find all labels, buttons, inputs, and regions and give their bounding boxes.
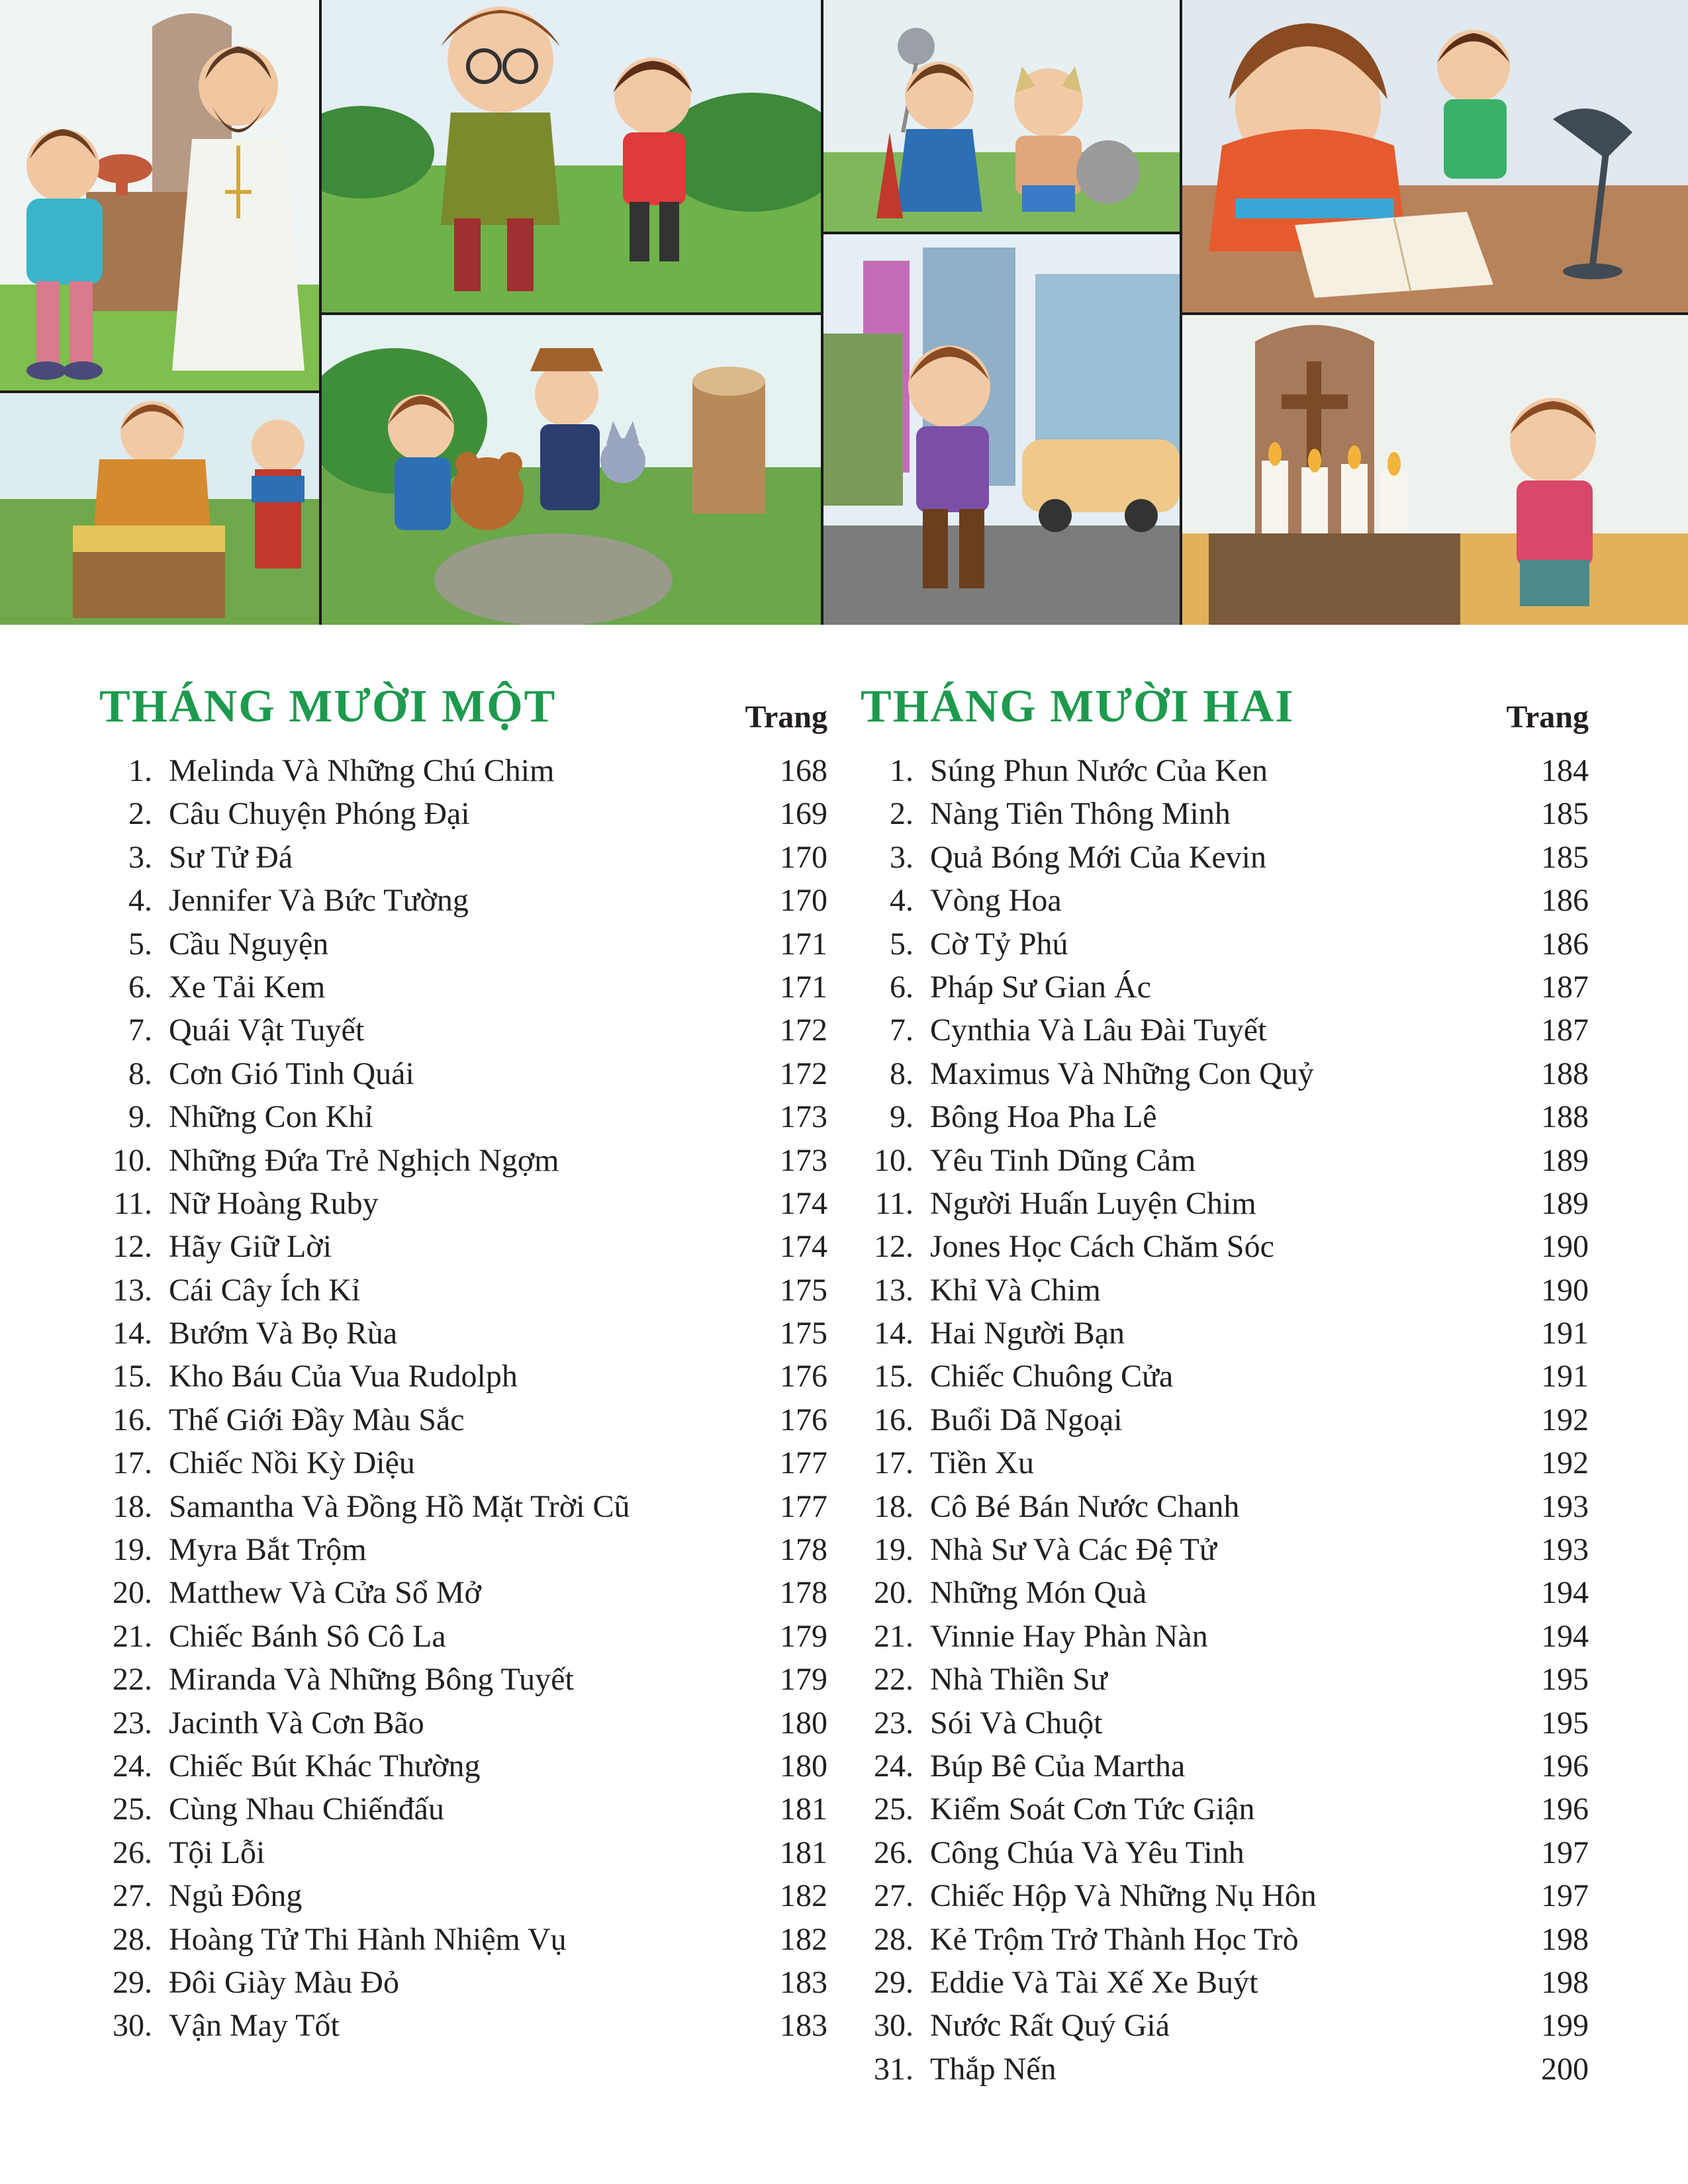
entry-title: Samantha Và Đồng Hồ Mặt Trời Cũ xyxy=(169,1488,630,1524)
entry-title: Sư Tử Đá xyxy=(169,839,293,875)
toc-entry xyxy=(99,1398,827,1441)
entry-title: Súng Phun Nước Của Ken xyxy=(930,753,1268,788)
entry-number: 10. xyxy=(874,1142,914,1178)
entry-title: Nàng Tiên Thông Minh xyxy=(930,796,1231,832)
illustration-collage xyxy=(0,0,1688,625)
toc-entry xyxy=(861,1961,1589,2004)
entry-number: 3. xyxy=(890,839,914,875)
forest-animals-icon xyxy=(322,315,821,625)
toc-entry xyxy=(861,1225,1589,1268)
toc-entry xyxy=(99,1918,827,1961)
entry-title: Búp Bê Của Martha xyxy=(930,1748,1186,1784)
entry-page-number: 188 xyxy=(1541,1056,1589,1091)
entry-page-number: 198 xyxy=(1541,1921,1589,1957)
entry-number: 27. xyxy=(113,1878,152,1914)
entry-title: Hai Người Bạn xyxy=(930,1316,1125,1351)
entry-title: Myra Bắt Trộm xyxy=(169,1532,367,1568)
toc-entry xyxy=(99,1528,827,1571)
entry-page-number: 183 xyxy=(780,1964,827,2000)
entry-title: Maximus Và Những Con Quỷ xyxy=(930,1056,1314,1091)
toc-entry xyxy=(99,966,827,1009)
entry-page-number: 180 xyxy=(780,1705,827,1741)
toc-entry xyxy=(861,1182,1589,1225)
toc-entry xyxy=(861,1139,1589,1182)
entry-title: Những Đứa Trẻ Nghịch Ngợm xyxy=(169,1142,559,1178)
entry-page-number: 176 xyxy=(780,1402,827,1437)
entry-page-number: 174 xyxy=(780,1229,827,1265)
entry-title: Cùng Nhau Chiếnđấu xyxy=(169,1792,444,1827)
entry-page-number: 185 xyxy=(1541,839,1589,875)
entry-number: 11. xyxy=(874,1185,914,1221)
entry-number: 9. xyxy=(890,1099,914,1135)
toc-entry xyxy=(861,1658,1589,1701)
entry-title: Tội Lỗi xyxy=(169,1835,265,1870)
entry-number: 11. xyxy=(113,1185,152,1221)
entry-title: Yêu Tinh Dũng Cảm xyxy=(930,1142,1196,1178)
entry-title: Matthew Và Cửa Sổ Mở xyxy=(169,1575,481,1611)
entry-title: Thế Giới Đầy Màu Sắc xyxy=(169,1402,465,1437)
entry-number: 28. xyxy=(874,1921,914,1957)
entry-title: Cầu Nguyện xyxy=(169,926,329,962)
entry-title: Quái Vật Tuyết xyxy=(169,1013,365,1048)
toc-entry xyxy=(99,1009,827,1052)
entry-title: Nhà Thiền Sư xyxy=(930,1662,1107,1698)
entry-number: 3. xyxy=(128,839,152,875)
entry-title: Cái Cây Ích Kỉ xyxy=(169,1272,361,1308)
toc-entry xyxy=(99,1441,827,1484)
entry-number: 14. xyxy=(113,1316,152,1351)
entry-title: Kiểm Soát Cơn Tức Giận xyxy=(930,1792,1255,1827)
entry-number: 4. xyxy=(128,883,152,919)
entry-number: 21. xyxy=(113,1618,152,1654)
entry-title: Xe Tải Kem xyxy=(169,969,326,1005)
page-column-header: Trang xyxy=(1506,700,1589,735)
entry-page-number: 192 xyxy=(1541,1402,1589,1437)
entry-title: Tiền Xu xyxy=(930,1445,1034,1481)
toc-entry xyxy=(861,836,1589,879)
girl-desk-illustration xyxy=(1182,0,1688,312)
city-boy-illustration xyxy=(823,234,1180,625)
toc-entry xyxy=(99,1095,827,1138)
toc-entry xyxy=(99,1874,827,1917)
entry-number: 29. xyxy=(874,1964,914,2000)
entry-title: Nhà Sư Và Các Đệ Tử xyxy=(930,1532,1217,1568)
entry-page-number: 197 xyxy=(1541,1835,1589,1870)
entry-title: Cô Bé Bán Nước Chanh xyxy=(930,1488,1240,1524)
entry-page-number: 185 xyxy=(1541,796,1589,832)
entry-page-number: 182 xyxy=(780,1878,827,1914)
entry-title: Chiếc Bút Khác Thường xyxy=(169,1748,481,1784)
entry-title: Chiếc Chuông Cửa xyxy=(930,1359,1174,1394)
entry-page-number: 183 xyxy=(780,2008,827,2044)
entry-title: Câu Chuyện Phóng Đại xyxy=(169,796,470,832)
toc-entry xyxy=(861,1615,1589,1658)
toc-entry xyxy=(861,923,1589,966)
entry-title: Hãy Giữ Lời xyxy=(169,1229,332,1265)
priest-boy-icon xyxy=(0,0,319,390)
entry-number: 22. xyxy=(874,1662,914,1698)
entry-number: 2. xyxy=(890,796,914,832)
toc-entry xyxy=(99,1269,827,1312)
toc-entry xyxy=(861,1702,1589,1745)
entry-title: Chiếc Bánh Sô Cô La xyxy=(169,1618,446,1654)
entry-title: Pháp Sư Gian Ác xyxy=(930,969,1151,1005)
toc-entry xyxy=(861,1312,1589,1355)
entry-number: 1. xyxy=(890,753,914,788)
entry-number: 8. xyxy=(890,1056,914,1091)
entry-number: 2. xyxy=(128,796,152,832)
toc-entry xyxy=(861,1052,1589,1095)
entry-page-number: 197 xyxy=(1541,1878,1589,1914)
entry-number: 24. xyxy=(113,1748,152,1784)
toc-entry xyxy=(99,1571,827,1614)
entry-page-number: 171 xyxy=(780,969,827,1005)
girl-desk-icon xyxy=(1182,0,1688,312)
entry-number: 18. xyxy=(113,1488,152,1524)
entry-number: 7. xyxy=(890,1013,914,1048)
entry-page-number: 186 xyxy=(1541,883,1589,919)
entry-title: Cờ Tỷ Phú xyxy=(930,926,1068,962)
entry-page-number: 178 xyxy=(780,1532,827,1568)
entry-title: Nữ Hoàng Ruby xyxy=(169,1185,379,1221)
priest-boy-illustration xyxy=(0,0,319,390)
forest-animals-illustration xyxy=(322,315,821,625)
entry-number: 5. xyxy=(128,926,152,962)
entry-page-number: 177 xyxy=(780,1445,827,1481)
entry-number: 7. xyxy=(128,1013,152,1048)
entry-page-number: 193 xyxy=(1541,1488,1589,1524)
knights-icon xyxy=(823,0,1180,232)
entry-number: 13. xyxy=(874,1272,914,1308)
toc-entry xyxy=(99,749,827,792)
toc-entry xyxy=(99,1182,827,1225)
entry-title: Công Chúa Và Yêu Tinh xyxy=(930,1835,1244,1870)
entry-number: 1. xyxy=(128,753,152,788)
entry-page-number: 171 xyxy=(780,926,827,962)
entry-title: Melinda Và Những Chú Chim xyxy=(169,753,555,788)
girls-running-illustration xyxy=(322,0,821,312)
toc-entry xyxy=(861,1398,1589,1441)
toc-entry xyxy=(99,1485,827,1528)
toc-entry xyxy=(99,1355,827,1398)
toc-entry xyxy=(861,749,1589,792)
entry-page-number: 175 xyxy=(780,1272,827,1308)
entry-number: 13. xyxy=(113,1272,152,1308)
entry-number: 16. xyxy=(113,1402,152,1437)
entry-page-number: 190 xyxy=(1541,1272,1589,1308)
toc-entry xyxy=(99,2004,827,2047)
entry-page-number: 172 xyxy=(780,1056,827,1091)
knights-illustration xyxy=(823,0,1180,232)
entry-page-number: 186 xyxy=(1541,926,1589,962)
entry-number: 24. xyxy=(874,1748,914,1784)
entry-page-number: 189 xyxy=(1541,1185,1589,1221)
entry-page-number: 198 xyxy=(1541,1964,1589,2000)
entry-number: 20. xyxy=(874,1575,914,1611)
entry-page-number: 192 xyxy=(1541,1445,1589,1481)
entry-page-number: 184 xyxy=(1541,753,1589,788)
entry-page-number: 179 xyxy=(780,1618,827,1654)
entry-page-number: 191 xyxy=(1541,1359,1589,1394)
entry-page-number: 178 xyxy=(780,1575,827,1611)
entry-title: Jacinth Và Cơn Bão xyxy=(169,1705,424,1741)
entry-number: 15. xyxy=(874,1359,914,1394)
toc-entry xyxy=(861,1528,1589,1571)
toc-entry xyxy=(99,1788,827,1831)
toc-entry xyxy=(861,1441,1589,1484)
entry-page-number: 170 xyxy=(780,883,827,919)
entry-number: 19. xyxy=(113,1532,152,1568)
entry-title: Kẻ Trộm Trở Thành Học Trò xyxy=(930,1921,1299,1957)
entry-page-number: 189 xyxy=(1541,1142,1589,1178)
entry-page-number: 173 xyxy=(780,1142,827,1178)
entry-page-number: 199 xyxy=(1541,2008,1589,2044)
toc-entry xyxy=(861,1485,1589,1528)
entry-number: 16. xyxy=(874,1402,914,1437)
toc-entry xyxy=(99,1225,827,1268)
entry-number: 17. xyxy=(874,1445,914,1481)
entry-page-number: 196 xyxy=(1541,1792,1589,1827)
entry-page-number: 194 xyxy=(1541,1575,1589,1611)
girls-running-icon xyxy=(322,0,821,312)
entry-number: 29. xyxy=(113,1964,152,2000)
entry-title: Nước Rất Quý Giá xyxy=(930,2008,1170,2044)
toc-entry xyxy=(99,923,827,966)
entry-title: Vòng Hoa xyxy=(930,883,1062,919)
entry-page-number: 175 xyxy=(780,1316,827,1351)
entry-page-number: 182 xyxy=(780,1921,827,1957)
entry-number: 28. xyxy=(113,1921,152,1957)
toc-entry xyxy=(99,879,827,922)
entry-title: Bướm Và Bọ Rùa xyxy=(169,1316,398,1351)
entry-number: 9. xyxy=(128,1099,152,1135)
entry-number: 12. xyxy=(874,1229,914,1265)
entry-number: 14. xyxy=(874,1316,914,1351)
month-title-december: THÁNG MƯỜI HAI xyxy=(861,681,1295,732)
entry-title: Eddie Và Tài Xế Xe Buýt xyxy=(930,1964,1258,2000)
toc-entry xyxy=(861,2048,1589,2091)
entry-page-number: 195 xyxy=(1541,1662,1589,1698)
entry-title: Quả Bóng Mới Của Kevin xyxy=(930,839,1267,875)
entry-page-number: 179 xyxy=(780,1662,827,1698)
toc-entry xyxy=(861,1095,1589,1138)
entry-number: 22. xyxy=(113,1662,152,1698)
toc-entry xyxy=(861,792,1589,835)
entry-page-number: 177 xyxy=(780,1488,827,1524)
entry-number: 10. xyxy=(113,1142,152,1178)
entry-page-number: 181 xyxy=(780,1835,827,1870)
page-column-header: Trang xyxy=(745,700,827,735)
entry-number: 26. xyxy=(113,1835,152,1870)
toc-entry xyxy=(861,966,1589,1009)
toc-entry xyxy=(861,1269,1589,1312)
candles-icon xyxy=(1182,315,1688,625)
toc-entry xyxy=(861,879,1589,922)
entry-title: Vinnie Hay Phàn Nàn xyxy=(930,1618,1208,1654)
entry-title: Khỉ Và Chim xyxy=(930,1272,1101,1308)
toc-entry xyxy=(99,836,827,879)
november-story-list xyxy=(99,749,827,2048)
entry-page-number: 170 xyxy=(780,839,827,875)
entry-number: 23. xyxy=(874,1705,914,1741)
month-title-november: THÁNG MƯỜI MỘT xyxy=(99,681,557,732)
entry-title: Jennifer Và Bức Tường xyxy=(169,883,469,919)
entry-number: 6. xyxy=(128,969,152,1005)
entry-page-number: 194 xyxy=(1541,1618,1589,1654)
entry-title: Đôi Giày Màu Đỏ xyxy=(169,1964,399,2000)
toc-entry xyxy=(99,1139,827,1182)
entry-page-number: 169 xyxy=(780,796,827,832)
toc-entry xyxy=(861,2004,1589,2047)
entry-title: Ngủ Đông xyxy=(169,1878,303,1914)
entry-title: Những Món Quà xyxy=(930,1575,1147,1611)
entry-number: 17. xyxy=(113,1445,152,1481)
entry-page-number: 172 xyxy=(780,1013,827,1048)
entry-page-number: 173 xyxy=(780,1099,827,1135)
entry-title: Jones Học Cách Chăm Sóc xyxy=(930,1229,1274,1265)
entry-page-number: 181 xyxy=(780,1792,827,1827)
entry-page-number: 190 xyxy=(1541,1229,1589,1265)
toc-entry xyxy=(861,1745,1589,1788)
toc-entry xyxy=(861,1788,1589,1831)
toc-entry xyxy=(99,1702,827,1745)
entry-number: 27. xyxy=(874,1878,914,1914)
entry-page-number: 200 xyxy=(1541,2051,1589,2087)
december-story-list xyxy=(861,749,1589,2091)
entry-title: Cơn Gió Tinh Quái xyxy=(169,1056,414,1091)
toc-entry xyxy=(99,792,827,835)
entry-title: Bông Hoa Pha Lê xyxy=(930,1099,1157,1135)
entry-number: 12. xyxy=(113,1229,152,1265)
entry-page-number: 168 xyxy=(780,753,827,788)
entry-title: Thắp Nến xyxy=(930,2051,1056,2087)
toc-entry xyxy=(99,1615,827,1658)
toc-entry xyxy=(99,1831,827,1874)
city-boy-icon xyxy=(823,234,1180,625)
entry-number: 8. xyxy=(128,1056,152,1091)
entry-page-number: 193 xyxy=(1541,1532,1589,1568)
toc-entry xyxy=(99,1312,827,1355)
entry-number: 19. xyxy=(874,1532,914,1568)
entry-number: 25. xyxy=(874,1792,914,1827)
toc-entry xyxy=(861,1918,1589,1961)
entry-title: Hoàng Tử Thi Hành Nhiệm Vụ xyxy=(169,1921,567,1957)
entry-page-number: 180 xyxy=(780,1748,827,1784)
entry-page-number: 187 xyxy=(1541,1013,1589,1048)
entry-title: Người Huấn Luyện Chim xyxy=(930,1185,1256,1221)
toc-entry xyxy=(99,1658,827,1701)
entry-number: 6. xyxy=(890,969,914,1005)
entry-title: Sói Và Chuột xyxy=(930,1705,1103,1741)
toc-entry xyxy=(861,1831,1589,1874)
entry-title: Kho Báu Của Vua Rudolph xyxy=(169,1359,518,1394)
toc-entry xyxy=(99,1961,827,2004)
entry-page-number: 187 xyxy=(1541,969,1589,1005)
entry-number: 4. xyxy=(890,883,914,919)
entry-title: Những Con Khỉ xyxy=(169,1099,373,1135)
entry-page-number: 174 xyxy=(780,1185,827,1221)
entry-number: 20. xyxy=(113,1575,152,1611)
toc-entry xyxy=(861,1355,1589,1398)
entry-number: 30. xyxy=(113,2008,152,2044)
toc-entry xyxy=(99,1745,827,1788)
entry-title: Buổi Dã Ngoại xyxy=(930,1402,1123,1437)
entry-number: 25. xyxy=(113,1792,152,1827)
entry-number: 5. xyxy=(890,926,914,962)
entry-page-number: 196 xyxy=(1541,1748,1589,1784)
entry-title: Chiếc Nồi Kỳ Diệu xyxy=(169,1445,415,1481)
entry-page-number: 188 xyxy=(1541,1099,1589,1135)
entry-title: Vận May Tốt xyxy=(169,2008,340,2044)
entry-page-number: 191 xyxy=(1541,1316,1589,1351)
entry-title: Miranda Và Những Bông Tuyết xyxy=(169,1662,574,1698)
entry-number: 31. xyxy=(874,2051,914,2087)
entry-title: Cynthia Và Lâu Đài Tuyết xyxy=(930,1013,1267,1048)
entry-number: 15. xyxy=(113,1359,152,1394)
entry-page-number: 195 xyxy=(1541,1705,1589,1741)
entry-number: 21. xyxy=(874,1618,914,1654)
entry-number: 23. xyxy=(113,1705,152,1741)
toc-entry xyxy=(99,1052,827,1095)
candles-illustration xyxy=(1182,315,1688,625)
entry-number: 30. xyxy=(874,2008,914,2044)
entry-number: 26. xyxy=(874,1835,914,1870)
toc-entry xyxy=(861,1009,1589,1052)
treasure-chest-icon xyxy=(0,393,319,625)
entry-title: Chiếc Hộp Và Những Nụ Hôn xyxy=(930,1878,1317,1914)
entry-number: 18. xyxy=(874,1488,914,1524)
toc-entry xyxy=(861,1874,1589,1917)
treasure-chest-illustration xyxy=(0,393,319,625)
entry-page-number: 176 xyxy=(780,1359,827,1394)
toc-entry xyxy=(861,1571,1589,1614)
